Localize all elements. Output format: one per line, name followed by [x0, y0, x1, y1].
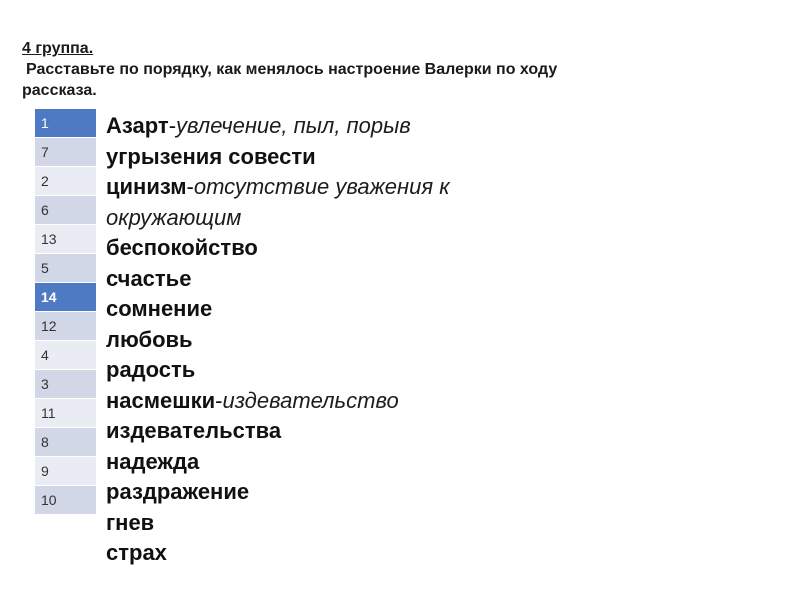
mood-description: окружающим [106, 204, 242, 230]
number-cell: 3 [35, 370, 97, 399]
number-row [35, 312, 97, 341]
instruction-line-1: Расставьте по порядку, как менялось настроение Валерки по ходу [26, 61, 558, 78]
number-cell: 9 [35, 457, 97, 486]
instruction-line-2: рассказа. [22, 82, 97, 99]
number-cell: 12 [35, 312, 97, 341]
mood-separator: - [186, 174, 194, 199]
mood-item [106, 477, 586, 508]
number-cell: 10 [35, 486, 97, 515]
mood-item [106, 538, 586, 569]
number-row [35, 167, 97, 196]
mood-separator: - [168, 113, 177, 138]
mood-description: издевательство [222, 387, 399, 413]
number-row [35, 428, 97, 457]
mood-word-list [106, 111, 586, 569]
number-cell: 7 [35, 138, 97, 167]
mood-item [106, 508, 586, 539]
mood-word: гнев [106, 509, 155, 535]
mood-item [106, 386, 586, 417]
number-cell: 11 [35, 399, 97, 428]
number-cell: 5 [35, 254, 97, 283]
mood-word: сомнение [106, 296, 213, 321]
number-cell: 4 [35, 341, 97, 370]
mood-word: страх [106, 540, 167, 565]
group-title: 4 группа. [22, 40, 94, 57]
mood-item [106, 233, 586, 264]
number-cell: 2 [35, 167, 97, 196]
mood-word: Азарт [106, 113, 169, 138]
number-row [35, 196, 97, 225]
mood-word: любовь [106, 326, 193, 352]
mood-word: угрызения совести [106, 143, 316, 169]
number-cell: 14 [35, 283, 97, 312]
mood-word: издевательства [106, 418, 282, 443]
mood-item [106, 355, 586, 386]
number-row [35, 341, 97, 370]
number-row [35, 283, 97, 312]
mood-item [106, 264, 586, 295]
mood-word: счастье [106, 265, 192, 291]
mood-item [106, 111, 586, 142]
number-cell: 13 [35, 225, 97, 254]
number-row [35, 254, 97, 283]
mood-description: увлечение, пыл, порыв [176, 113, 411, 138]
task-header [22, 38, 762, 101]
mood-item [106, 325, 586, 356]
mood-word: радость [106, 357, 196, 382]
mood-separator: - [215, 387, 223, 413]
number-row [35, 109, 97, 138]
mood-word: беспокойство [106, 235, 258, 260]
mood-item [106, 142, 586, 173]
mood-description: отсутствие уважения к [193, 174, 450, 199]
mood-word: насмешки [106, 387, 216, 413]
mood-word: надежда [106, 448, 200, 474]
order-number-table [34, 108, 97, 515]
mood-item-continuation [106, 203, 586, 234]
number-row [35, 370, 97, 399]
mood-item [106, 172, 586, 203]
number-cell: 6 [35, 196, 97, 225]
number-cell: 8 [35, 428, 97, 457]
mood-item [106, 447, 586, 478]
number-row [35, 399, 97, 428]
number-row [35, 457, 97, 486]
number-row [35, 486, 97, 515]
mood-word: цинизм [106, 174, 187, 199]
number-cell: 1 [35, 109, 97, 138]
mood-word: раздражение [106, 479, 250, 504]
number-row [35, 138, 97, 167]
mood-item [106, 416, 586, 447]
number-row [35, 225, 97, 254]
mood-item [106, 294, 586, 325]
